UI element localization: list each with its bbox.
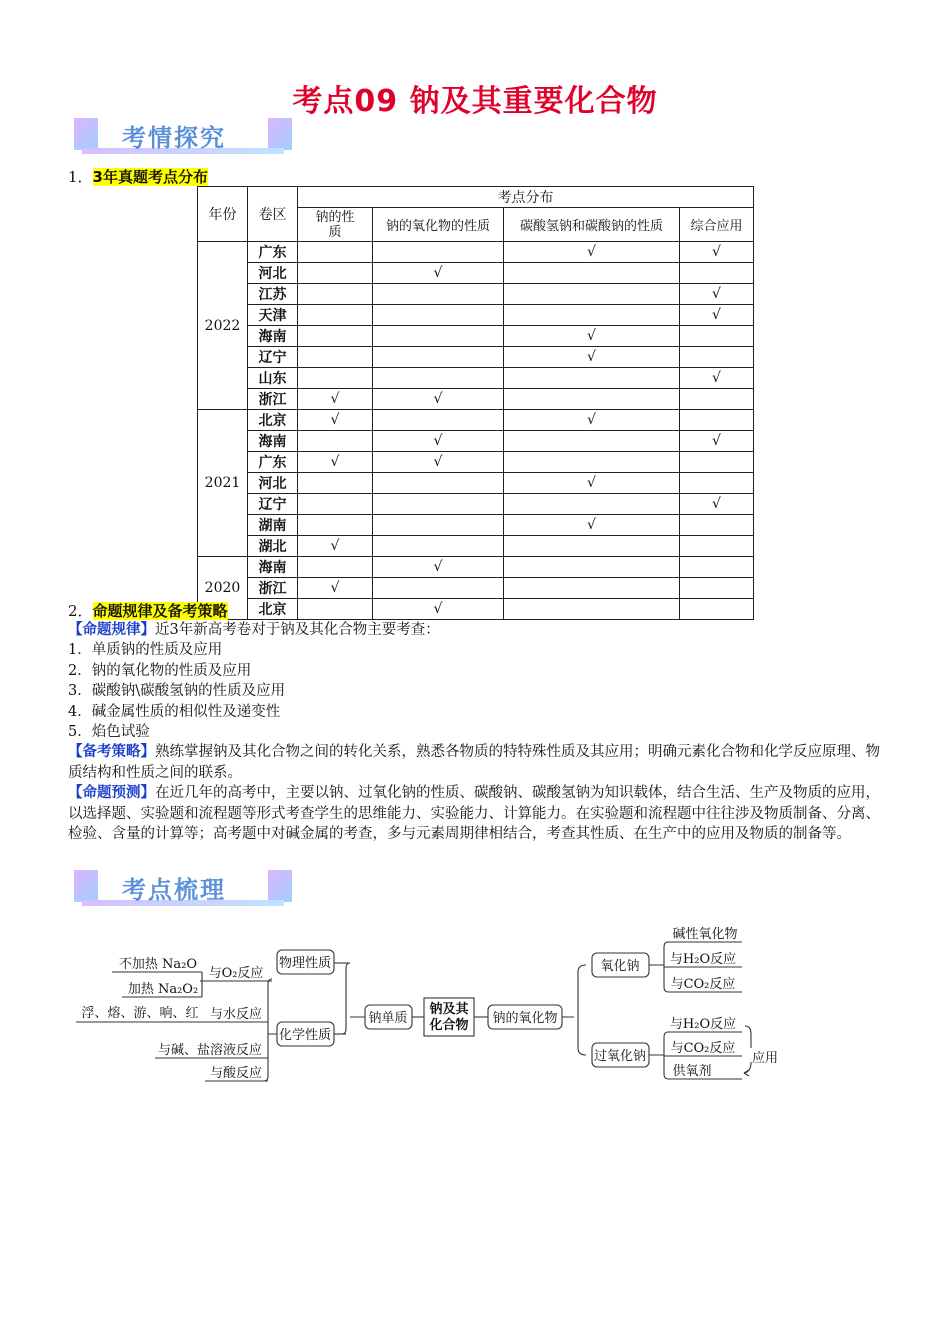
- forecast-text: 在近几年的高考中，主要以钠、过氧化钠的性质、碳酸钠、碳酸氢钠为知识载体，结合生活、生产及物质的应用，以选择题、实验题和流程题等形式考查学生的思维能力、实验能力、计算能力。在实验题和流程题中往往涉及物质制备、分离、检验、含量的计算等；高考题中对碱金属的考查，多与元素周期律相结合，考查其性质、在生产中的应用及物质的制备等。: [68, 785, 880, 843]
- with-acid-label: 与酸反应: [209, 1066, 263, 1081]
- region-cell: 广东: [248, 242, 298, 263]
- col-header-region: 卷区: [248, 187, 298, 242]
- physical-label: 物理性质: [278, 956, 332, 971]
- region-cell: 河北: [248, 473, 298, 494]
- region-cell: 海南: [248, 431, 298, 452]
- with-o2-label: 与O₂反应: [208, 966, 264, 981]
- check-cell: √: [298, 389, 373, 410]
- na2o2-item: 与CO₂反应: [670, 1041, 736, 1056]
- check-cell: √: [504, 410, 680, 431]
- list-item: 5．焰色试验: [68, 724, 150, 741]
- section-number: 1．: [68, 168, 93, 186]
- rule-text: 近3年新高考卷对于钠及其化合物主要考查：: [155, 622, 440, 638]
- col-header-year: 年份: [198, 187, 248, 242]
- col-header-comprehensive: 综合应用: [680, 208, 754, 242]
- check-cell: √: [504, 347, 680, 368]
- na2o2-item: 与H₂O反应: [669, 1017, 737, 1032]
- section-label: 命题规律及备考策略: [92, 602, 228, 620]
- col-header-distribution: 考点分布: [298, 187, 754, 208]
- region-cell: 海南: [248, 557, 298, 578]
- check-cell: √: [680, 284, 754, 305]
- list-item: 4．碱金属性质的相似性及递变性: [68, 703, 281, 720]
- heat-label: 加热 Na₂O₂: [127, 982, 199, 997]
- with-water-label: 与水反应: [209, 1007, 263, 1022]
- water-observation-label: 浮、熔、游、响、红: [81, 1006, 199, 1021]
- col-header-carbonates: 碳酸氢钠和碳酸钠的性质: [504, 208, 680, 242]
- check-cell: √: [298, 410, 373, 431]
- region-cell: 湖北: [248, 536, 298, 557]
- region-cell: 海南: [248, 326, 298, 347]
- check-cell: √: [298, 452, 373, 473]
- check-cell: √: [680, 431, 754, 452]
- chemical-label: 化学性质: [278, 1028, 332, 1043]
- check-cell: √: [373, 263, 504, 284]
- check-cell: √: [373, 599, 504, 620]
- sodium-label: 钠单质: [368, 1011, 408, 1026]
- list-item: 1．单质钠的性质及应用: [68, 642, 223, 659]
- col-header-oxides: 钠的氧化物的性质: [373, 208, 504, 242]
- list-item: 3．碳酸钠\碳酸氢钠的性质及应用: [68, 683, 286, 700]
- check-cell: √: [373, 557, 504, 578]
- forecast-tag: 【命题预测】: [68, 785, 155, 802]
- check-cell: √: [504, 326, 680, 347]
- region-cell: 辽宁: [248, 494, 298, 515]
- na2o-item: 碱性氧化物: [672, 927, 738, 942]
- page-title: 考点09 钠及其重要化合物: [292, 84, 658, 119]
- check-cell: √: [680, 368, 754, 389]
- region-cell: 河北: [248, 263, 298, 284]
- year-cell: 2021: [198, 410, 248, 557]
- strategy-text: 熟练掌握钠及其化合物之间的转化关系，熟悉各物质的特特殊性质及其应用；明确元素化合物和化学反应原理、物质结构和性质之间的联系。: [68, 744, 880, 781]
- region-cell: 北京: [248, 410, 298, 431]
- na2o-label: 氧化钠: [600, 959, 640, 974]
- check-cell: √: [504, 473, 680, 494]
- na2o-item: 与H₂O反应: [669, 952, 737, 967]
- banner-title: 考点梳理: [122, 876, 226, 904]
- region-cell: 江苏: [248, 284, 298, 305]
- col-header-sodium: 钠的性质: [298, 208, 373, 242]
- no-heat-label: 不加热 Na₂O: [118, 957, 198, 972]
- with-base-salt-label: 与碱、盐溶液反应: [157, 1043, 263, 1058]
- year-cell: 2020: [198, 557, 248, 620]
- na2o2-label: 过氧化钠: [593, 1049, 647, 1064]
- list-item: 2．钠的氧化物的性质及应用: [68, 662, 252, 679]
- banner-title: 考情探究: [122, 124, 226, 152]
- na2o-item: 与CO₂反应: [670, 977, 736, 992]
- check-cell: √: [373, 431, 504, 452]
- section-label: 3年真题考点分布: [92, 168, 208, 186]
- region-cell: 广东: [248, 452, 298, 473]
- center-label-line1: 钠及其: [429, 1002, 469, 1017]
- check-cell: √: [373, 452, 504, 473]
- check-cell: √: [680, 242, 754, 263]
- sodium-oxides-label: 钠的氧化物: [492, 1011, 558, 1026]
- check-cell: √: [298, 536, 373, 557]
- check-cell: √: [373, 389, 504, 410]
- year-cell: 2022: [198, 242, 248, 410]
- check-cell: √: [298, 578, 373, 599]
- center-label-line2: 化合物: [429, 1018, 469, 1033]
- region-cell: 北京: [248, 599, 298, 620]
- check-cell: √: [680, 494, 754, 515]
- check-cell: √: [504, 242, 680, 263]
- region-cell: 浙江: [248, 578, 298, 599]
- section-number: 2．: [68, 602, 93, 620]
- strategy-tag: 【备考策略】: [68, 744, 155, 761]
- rule-tag: 【命题规律】: [68, 622, 155, 638]
- check-cell: √: [504, 515, 680, 536]
- na2o2-item: 供氧剂: [672, 1064, 712, 1079]
- region-cell: 湖南: [248, 515, 298, 536]
- application-label: 应用: [751, 1051, 779, 1066]
- region-cell: 辽宁: [248, 347, 298, 368]
- check-cell: √: [680, 305, 754, 326]
- region-cell: 浙江: [248, 389, 298, 410]
- region-cell: 山东: [248, 368, 298, 389]
- region-cell: 天津: [248, 305, 298, 326]
